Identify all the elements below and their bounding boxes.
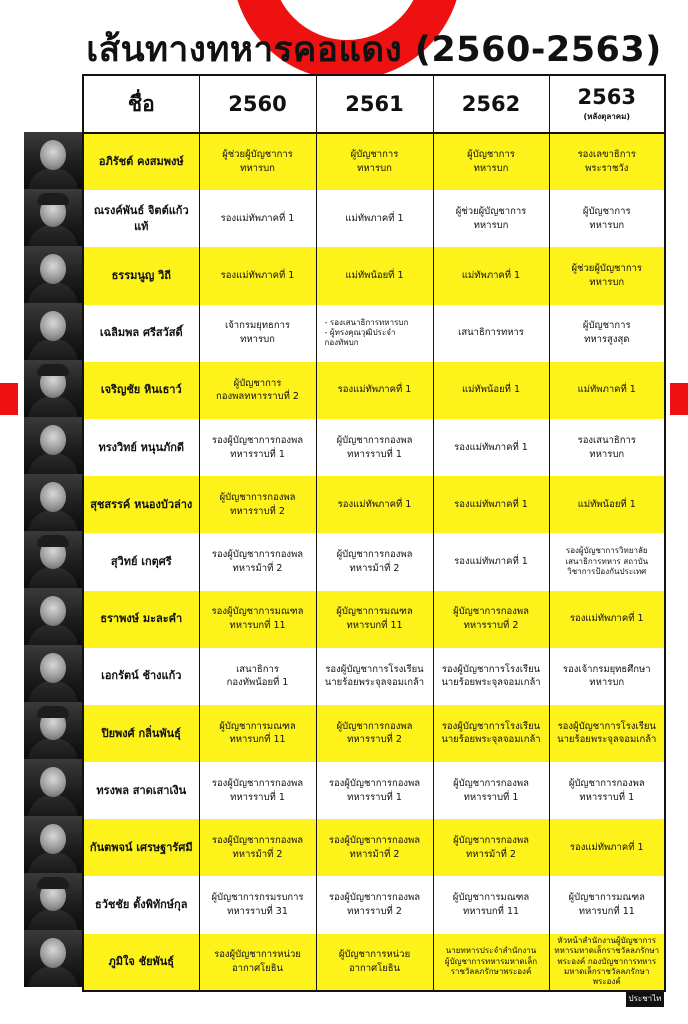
position-cell-2560 (199, 934, 316, 991)
position-line: ทหารบก (589, 448, 625, 460)
position-line: ผู้บัญชาการกองพล (568, 777, 645, 789)
table-row (83, 305, 665, 362)
position-cell-2563 (549, 533, 665, 590)
position-line: รองแม่ทัพภาคที่ 1 (569, 841, 644, 853)
photo-face (40, 824, 66, 854)
photo-face (40, 140, 66, 170)
position-line: ผู้บัญชาการหน่วย (338, 948, 411, 960)
position-line: ทหารมหาดเล็กราชวัลลภรักษา (554, 946, 660, 956)
officer-photo (24, 873, 82, 930)
position-line: ผู้บัญชาการกองพล (336, 434, 413, 446)
officer-name: กันตพจน์ เศรษฐารัศมี (83, 819, 199, 876)
position-line: ทหารราบที่ 31 (227, 906, 288, 918)
officer-photo (24, 474, 82, 531)
position-line: รองผู้บัญชาการกองพล (211, 835, 304, 847)
position-line: ทหารราบที่ 2 (230, 505, 285, 517)
position-line: ผู้บัญชาการ (233, 377, 282, 389)
table-row (83, 591, 665, 648)
officer-name: ธวัชชัย ตั้งพิทักษ์กุล (83, 876, 199, 933)
position-line: กองพลทหารราบที่ 2 (216, 391, 299, 403)
photo-face (40, 767, 66, 797)
photo-uniform (28, 282, 78, 303)
position-line: แม่ทัพภาคที่ 1 (345, 212, 404, 224)
header-2563 (549, 75, 665, 133)
position-cell-2563 (549, 648, 665, 705)
officer-name: เอกรัตน์ ช้างแก้ว (83, 648, 199, 705)
position-line: ผู้บัญชาการกรมรบการ (211, 892, 304, 904)
officer-photo (24, 303, 82, 360)
photo-face (40, 425, 66, 455)
photo-cap (37, 193, 69, 205)
position-cell-2561 (316, 591, 433, 648)
career-table (82, 74, 666, 992)
position-line: รองผู้บัญชาการโรงเรียน (325, 663, 424, 675)
position-line: ผู้บัญชาการ (582, 206, 631, 218)
table-row (83, 533, 665, 590)
table-header-row (83, 75, 665, 133)
officer-name: สุวิทย์ เกตุศรี (83, 533, 199, 590)
photo-face (40, 311, 66, 341)
position-cell-2561 (316, 819, 433, 876)
position-line: กองทัพน้อยที่ 1 (226, 677, 289, 689)
position-line: ทหารบก (589, 219, 625, 231)
position-line: แม่ทัพภาคที่ 1 (461, 270, 521, 282)
position-line: ทหารบก (240, 163, 275, 175)
position-line: ทหารบก (357, 163, 392, 175)
table-row (83, 247, 665, 304)
officer-name: เฉลิมพล ศรีสวัสดิ์ (83, 305, 199, 362)
position-line: ผู้บัญชาการ (350, 149, 399, 161)
photo-face (40, 596, 66, 626)
officer-name: สุชสรรค์ หนองบัวล่าง (83, 476, 199, 533)
officer-photo (24, 417, 82, 474)
position-cell-2561 (316, 762, 433, 819)
officer-name: ณรงค์พันธ์ จิตต์แก้วแท้ (83, 190, 199, 247)
position-line: ทหารบกที่ 11 (229, 734, 286, 746)
position-line: นายร้อยพระจุลจอมเกล้า (441, 734, 541, 746)
photo-uniform (28, 510, 78, 531)
position-line: นายร้อยพระจุลจอมเกล้า (557, 734, 657, 746)
table-row (83, 190, 665, 247)
position-cell-2561 (316, 648, 433, 705)
photo-uniform (28, 339, 78, 360)
position-line: ผู้บัญชาการกองพล (453, 777, 529, 789)
position-line: ทหารบก (473, 219, 509, 231)
position-line: รองผู้บัญชาการกองพล (211, 549, 304, 561)
position-line: รองผู้บัญชาการวิทยาลัย (565, 546, 648, 556)
position-line: - ผู้ทรงคุณวุฒิประจำ (324, 327, 396, 337)
position-cell-2562 (433, 762, 549, 819)
position-line: ทหารม้าที่ 2 (232, 848, 283, 860)
position-line: ทหารม้าที่ 2 (232, 562, 283, 574)
position-cell-2562 (433, 419, 549, 476)
red-bar-left-decoration (0, 383, 18, 415)
position-cell-2563 (549, 934, 665, 991)
officer-photo (24, 645, 82, 702)
table-row (83, 133, 665, 190)
position-cell-2561 (316, 705, 433, 762)
position-line: ผู้บัญชาการ (582, 320, 631, 332)
position-line: ทหารบกที่ 11 (462, 906, 520, 918)
position-cell-2561 (316, 190, 433, 247)
position-line: แม่ทัพน้อยที่ 1 (345, 270, 404, 282)
position-line: รองผู้บัญชาการโรงเรียน (441, 663, 541, 675)
position-cell-2561 (316, 305, 433, 362)
photo-uniform (28, 567, 78, 588)
position-line: เสนาธิการทหาร สถาบัน (565, 556, 649, 566)
photo-face (40, 482, 66, 512)
position-cell-2562 (433, 533, 549, 590)
position-line: - รองเสนาธิการทหารบก (324, 317, 409, 327)
officer-photo (24, 588, 82, 645)
officer-name: ธราพงษ์ มะละคำ (83, 591, 199, 648)
position-line: เสนาธิการ (236, 663, 279, 675)
position-cell-2563 (549, 247, 665, 304)
officer-name: ทรงพล สาดเสาเงิน (83, 762, 199, 819)
position-line: ผู้ช่วยผู้บัญชาการ (222, 149, 293, 161)
position-cell-2562 (433, 305, 549, 362)
position-cell-2561 (316, 133, 433, 190)
position-line: ผู้บัญชาการมณฑล (452, 892, 530, 904)
position-cell-2560 (199, 591, 316, 648)
position-line: ทหารม้าที่ 2 (349, 848, 400, 860)
photo-uniform (28, 738, 78, 759)
position-line: ผู้บัญชาการกองพล (453, 606, 529, 618)
position-line: รองผู้บัญชาการมณฑล (211, 606, 304, 618)
officer-name: อภิรัชต์ คงสมพงษ์ (83, 133, 199, 190)
officer-photo (24, 360, 82, 417)
position-line: นายร้อยพระจุลจอมเกล้า (324, 677, 425, 689)
position-line: หัวหน้าสำนักงานผู้บัญชาการ (557, 935, 657, 945)
position-cell-2560 (199, 419, 316, 476)
position-cell-2561 (316, 476, 433, 533)
position-line: ผู้บัญชาการกองพล (453, 835, 529, 847)
photo-uniform (28, 681, 78, 702)
position-line: ผู้บัญชาการมณฑล (336, 606, 413, 618)
position-line: แม่ทัพภาคที่ 1 (577, 384, 636, 396)
position-line: ทหารราบที่ 2 (463, 620, 519, 632)
officer-photo (24, 816, 82, 873)
position-line: ทหารบกที่ 11 (346, 620, 403, 632)
position-cell-2563 (549, 819, 665, 876)
position-line: ผู้บัญชาการกองพล (336, 549, 413, 561)
table-row (83, 876, 665, 933)
position-line: รองผู้บัญชาการกองพล (211, 434, 304, 446)
position-line: ผู้บัญชาการทหารมหาดเล็ก (444, 956, 538, 966)
position-cell-2562 (433, 362, 549, 419)
position-line: ทหารม้าที่ 2 (349, 562, 400, 574)
position-line: ทหารราบที่ 1 (579, 791, 635, 803)
position-cell-2561 (316, 419, 433, 476)
position-line: พระองค์ กองบัญชาการทหาร (557, 956, 657, 966)
position-line: รองผู้บัญชาการกองพล (211, 777, 304, 789)
table-row (83, 705, 665, 762)
position-line: รองผู้บัญชาการกองพล (328, 835, 421, 847)
header-name: ชื่อ (83, 75, 199, 133)
table-row (83, 648, 665, 705)
photo-uniform (28, 909, 78, 930)
position-line: ผู้บัญชาการมณฑล (568, 892, 645, 904)
position-cell-2563 (549, 591, 665, 648)
table-row (83, 476, 665, 533)
photo-uniform (28, 795, 78, 816)
position-cell-2561 (316, 934, 433, 991)
position-line: ทหารบกที่ 11 (578, 906, 635, 918)
source-credit: ประชาไท (626, 991, 664, 1007)
photo-uniform (28, 396, 78, 417)
position-line: ทหารบกที่ 11 (229, 620, 286, 632)
position-line: ทหารม้าที่ 2 (466, 848, 516, 860)
officer-photo (24, 132, 82, 189)
position-cell-2562 (433, 876, 549, 933)
position-cell-2562 (433, 705, 549, 762)
position-cell-2560 (199, 876, 316, 933)
photo-cap (37, 535, 69, 547)
officer-photo (24, 930, 82, 987)
position-cell-2562 (433, 648, 549, 705)
position-cell-2561 (316, 876, 433, 933)
position-line: ทหารราบที่ 1 (230, 448, 285, 460)
position-cell-2560 (199, 476, 316, 533)
position-cell-2562 (433, 934, 549, 991)
header-2560: 2560 (199, 75, 316, 133)
header-2562: 2562 (433, 75, 549, 133)
position-line: รองแม่ทัพภาคที่ 1 (454, 441, 528, 453)
position-line: ทหารราบที่ 2 (347, 906, 402, 918)
position-line: ผู้ช่วยผู้บัญชาการ (571, 263, 643, 275)
position-cell-2562 (433, 190, 549, 247)
position-line: ทหารราบที่ 1 (347, 448, 402, 460)
officer-name: ภูมิใจ ชัยพันธุ์ (83, 934, 199, 991)
photo-cap (37, 706, 69, 718)
position-cell-2562 (433, 247, 549, 304)
officer-name: ทรงวิทย์ หนุนภักดี (83, 419, 199, 476)
table-row (83, 362, 665, 419)
portrait-column (24, 132, 82, 987)
position-cell-2563 (549, 305, 665, 362)
photo-uniform (28, 966, 78, 987)
position-line: ผู้ช่วยผู้บัญชาการ (455, 206, 527, 218)
photo-face (40, 653, 66, 683)
position-line: ทหารราบที่ 1 (463, 791, 519, 803)
position-line: รองแม่ทัพภาคที่ 1 (337, 384, 412, 396)
position-line: รองผู้บัญชาการโรงเรียน (441, 720, 541, 732)
position-line: ทหารราบที่ 1 (230, 791, 285, 803)
position-cell-2560 (199, 362, 316, 419)
position-cell-2561 (316, 362, 433, 419)
table-row (83, 762, 665, 819)
position-line: ทหารบก (473, 163, 509, 175)
position-line: รองผู้บัญชาการหน่วย (214, 948, 301, 960)
position-line: แม่ทัพน้อยที่ 1 (577, 498, 636, 510)
officer-photo (24, 246, 82, 303)
position-cell-2562 (433, 591, 549, 648)
header-2563-note: (หลังตุลาคม) (583, 112, 631, 121)
position-line: รองแม่ทัพภาคที่ 1 (569, 613, 644, 625)
position-line: วิชาการป้องกันประเทศ (567, 567, 647, 577)
position-cell-2563 (549, 876, 665, 933)
header-2563-year: 2563 (577, 85, 636, 109)
photo-cap (37, 364, 69, 376)
photo-face (40, 938, 66, 968)
position-line: นายทหารประจำสำนักงาน (445, 946, 537, 956)
photo-uniform (28, 453, 78, 474)
officer-photo (24, 189, 82, 246)
table-row (83, 419, 665, 476)
position-line: ผู้บัญชาการกองพล (336, 720, 413, 732)
officer-photo (24, 702, 82, 759)
page-title: เส้นทางทหารคอแดง (2560-2563) (86, 30, 662, 70)
position-line: รองเสนาธิการ (577, 434, 636, 446)
position-line: รองเลขาธิการ (577, 149, 636, 161)
position-line: รองแม่ทัพภาคที่ 1 (220, 212, 295, 224)
position-line: ผู้บัญชาการมณฑล (219, 720, 296, 732)
table-row (83, 934, 665, 991)
position-line: พระราชวัง (585, 163, 629, 175)
position-line: รองผู้บัญชาการโรงเรียน (557, 720, 656, 732)
position-line: รองแม่ทัพภาคที่ 1 (337, 498, 412, 510)
position-line: รองเจ้ากรมยุทธศึกษา (562, 663, 651, 675)
photo-uniform (28, 225, 78, 246)
position-cell-2560 (199, 705, 316, 762)
officer-name: ธรรมนูญ วิถี (83, 247, 199, 304)
position-cell-2560 (199, 247, 316, 304)
position-line: ทหารสูงสุด (584, 334, 630, 346)
position-cell-2560 (199, 819, 316, 876)
officer-photo (24, 531, 82, 588)
position-cell-2561 (316, 247, 433, 304)
red-bar-right-decoration (670, 383, 688, 415)
photo-uniform (28, 624, 78, 645)
position-line: รองผู้บัญชาการกองพล (328, 777, 421, 789)
photo-face (40, 254, 66, 284)
position-line: ทหารบก (240, 334, 275, 346)
header-2561: 2561 (316, 75, 433, 133)
photo-cap (37, 877, 69, 889)
position-cell-2560 (199, 533, 316, 590)
position-line: พระองค์ (592, 977, 621, 987)
position-cell-2560 (199, 762, 316, 819)
position-cell-2562 (433, 133, 549, 190)
position-line: รองแม่ทัพภาคที่ 1 (454, 498, 528, 510)
position-line: ทหารราบที่ 1 (347, 791, 402, 803)
position-line: รองแม่ทัพภาคที่ 1 (454, 556, 528, 568)
position-line: เสนาธิการทหาร (458, 327, 524, 339)
position-cell-2560 (199, 305, 316, 362)
photo-uniform (28, 168, 78, 189)
position-cell-2563 (549, 705, 665, 762)
position-cell-2560 (199, 133, 316, 190)
position-line: ทหารบก (589, 677, 625, 689)
position-line: กองทัพบก (324, 338, 359, 348)
officer-photo (24, 759, 82, 816)
position-cell-2561 (316, 533, 433, 590)
position-line: นายร้อยพระจุลจอมเกล้า (441, 677, 541, 689)
position-cell-2563 (549, 362, 665, 419)
table-row (83, 819, 665, 876)
position-cell-2560 (199, 190, 316, 247)
position-cell-2563 (549, 476, 665, 533)
position-line: อากาศโยธิน (348, 962, 401, 974)
position-line: ราชวัลลภรักษาพระองค์ (450, 966, 532, 976)
position-line: เจ้ากรมยุทธการ (224, 320, 291, 332)
position-line: ผู้บัญชาการกองพล (219, 491, 296, 503)
position-line: รองแม่ทัพภาคที่ 1 (220, 270, 295, 282)
officer-name: เจริญชัย หินเธาว์ (83, 362, 199, 419)
position-line: ผู้บัญชาการ (467, 149, 515, 161)
position-cell-2560 (199, 648, 316, 705)
position-cell-2563 (549, 190, 665, 247)
position-cell-2562 (433, 476, 549, 533)
position-cell-2563 (549, 762, 665, 819)
photo-uniform (28, 852, 78, 873)
position-cell-2563 (549, 133, 665, 190)
position-line: ทหารบก (589, 276, 625, 288)
position-line: มหาดเล็กราชวัลลภรักษา (564, 966, 650, 976)
position-line: อากาศโยธิน (231, 962, 284, 974)
position-cell-2563 (549, 419, 665, 476)
position-line: แม่ทัพน้อยที่ 1 (461, 384, 520, 396)
officer-name: ปิยพงศ์ กลิ่นพันธุ์ (83, 705, 199, 762)
position-cell-2562 (433, 819, 549, 876)
position-line: ทหารราบที่ 2 (347, 734, 402, 746)
position-line: รองผู้บัญชาการกองพล (328, 892, 421, 904)
